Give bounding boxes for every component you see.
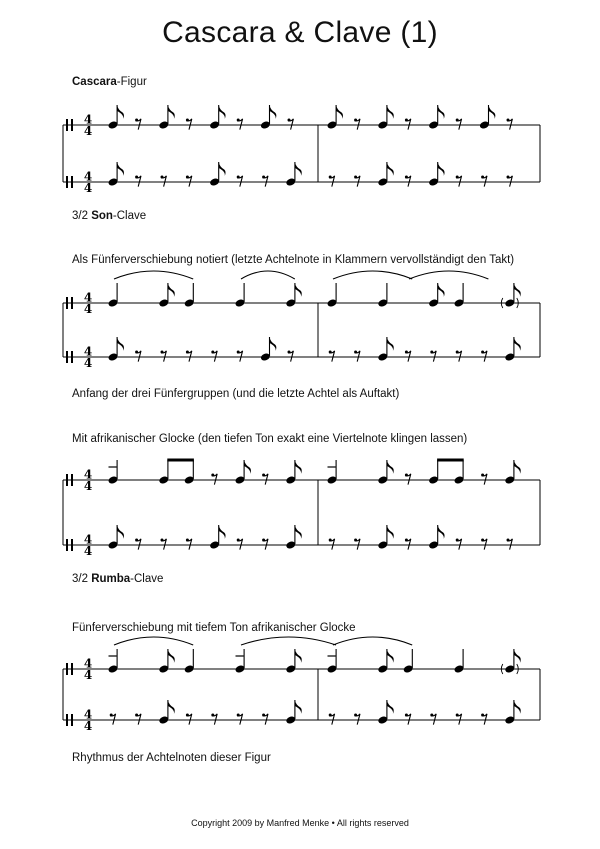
percussion-clef	[66, 297, 68, 309]
caption-son-prefix: 3/2	[72, 210, 92, 222]
slur	[241, 271, 295, 279]
time-signature-top: 4	[83, 344, 93, 359]
eighth-rest	[263, 714, 268, 725]
eighth-rest	[237, 539, 242, 550]
percussion-clef	[71, 539, 73, 551]
time-signature-bottom: 4	[83, 544, 93, 558]
slur	[241, 637, 336, 645]
note-flag	[295, 283, 302, 297]
eighth-rest	[329, 351, 334, 362]
caption-rumba-prefix: 3/2	[72, 573, 92, 585]
percussion-clef	[66, 663, 68, 675]
note-beam	[167, 459, 194, 462]
eighth-rest	[456, 351, 461, 362]
eighth-rest	[161, 539, 166, 550]
note-flag	[295, 525, 302, 539]
note-flag	[168, 283, 175, 297]
eighth-rest	[136, 351, 141, 362]
time-signature-top: 4	[83, 290, 93, 305]
eighth-rest	[136, 539, 141, 550]
eighth-rest	[288, 119, 293, 130]
time-signature-top: 4	[83, 656, 93, 671]
percussion-clef	[71, 663, 73, 675]
eighth-rest	[405, 539, 410, 550]
slur	[114, 637, 193, 645]
percussion-clef	[66, 474, 68, 486]
note-flag	[117, 162, 124, 176]
slur	[409, 271, 488, 279]
slur	[114, 271, 193, 279]
eighth-rest	[355, 351, 360, 362]
eighth-rest	[431, 714, 436, 725]
copyright: Copyright 2009 by Manfred Menke • All rights reserved	[191, 818, 409, 828]
note-flag	[514, 649, 521, 663]
eighth-rest	[212, 351, 217, 362]
eighth-rest	[456, 176, 461, 187]
note-flag	[514, 700, 521, 714]
eighth-rest	[136, 176, 141, 187]
eighth-rest	[186, 176, 191, 187]
eighth-rest	[136, 714, 141, 725]
eighth-rest	[405, 176, 410, 187]
eighth-rest	[161, 351, 166, 362]
time-signature-top: 4	[83, 467, 93, 482]
eighth-rest	[263, 539, 268, 550]
note-flag	[168, 105, 175, 119]
percussion-clef	[71, 119, 73, 131]
eighth-rest	[186, 539, 191, 550]
page-title: Cascara & Clave (1)	[162, 16, 438, 49]
eighth-rest	[482, 351, 487, 362]
eighth-rest	[186, 351, 191, 362]
caption-rhythmus: Rhythmus der Achtelnoten dieser Figur	[72, 752, 271, 764]
eighth-rest	[355, 119, 360, 130]
percussion-clef	[66, 351, 68, 363]
note-flag	[387, 525, 394, 539]
eighth-rest	[263, 176, 268, 187]
note-flag	[219, 162, 226, 176]
time-signature-bottom: 4	[83, 719, 93, 733]
percussion-clef	[71, 351, 73, 363]
caption-fuenfer-tief: Fünferverschiebung mit tiefem Ton afrikanischer Glocke	[72, 622, 356, 634]
eighth-rest	[237, 119, 242, 130]
percussion-clef	[66, 539, 68, 551]
eighth-rest	[186, 119, 191, 130]
eighth-rest	[456, 119, 461, 130]
eighth-rest	[456, 539, 461, 550]
note-flag	[387, 700, 394, 714]
caption-cascara-bold: Cascara	[72, 76, 117, 88]
percussion-clef	[71, 474, 73, 486]
eighth-rest	[355, 714, 360, 725]
note-beam	[437, 459, 464, 462]
note-flag	[117, 105, 124, 119]
slur	[333, 271, 412, 279]
eighth-rest	[405, 714, 410, 725]
eighth-rest	[405, 119, 410, 130]
percussion-clef	[66, 714, 68, 726]
eighth-rest	[212, 474, 217, 485]
note-flag	[117, 525, 124, 539]
note-flag	[168, 700, 175, 714]
caption-rumba-rest: -Clave	[130, 573, 164, 585]
percussion-clef	[66, 119, 68, 131]
eighth-rest	[507, 119, 512, 130]
eighth-rest	[355, 176, 360, 187]
percussion-clef	[66, 176, 68, 188]
eighth-rest	[482, 176, 487, 187]
caption-son-bold: Son	[91, 210, 113, 222]
note-flag	[244, 460, 251, 474]
note-flag	[438, 525, 445, 539]
eighth-rest	[405, 474, 410, 485]
eighth-rest	[482, 539, 487, 550]
eighth-rest	[431, 351, 436, 362]
note-flag	[336, 105, 343, 119]
eighth-rest	[482, 474, 487, 485]
caption-fuenferverschiebung: Als Fünferverschiebung notiert (letzte Achtelnote in Klammern vervollständigt den Takt)	[72, 254, 515, 266]
note-flag	[295, 700, 302, 714]
note-flag	[489, 105, 496, 119]
note-flag	[270, 337, 277, 351]
eighth-rest	[237, 714, 242, 725]
note-flag	[387, 649, 394, 663]
percussion-clef	[71, 176, 73, 188]
eighth-rest	[186, 714, 191, 725]
note-flag	[219, 105, 226, 119]
time-signature-bottom: 4	[83, 124, 93, 138]
caption-anfang: Anfang der drei Fünfergruppen (und die letzte Achtel als Auftakt)	[72, 388, 400, 400]
eighth-rest	[355, 539, 360, 550]
note-flag	[270, 105, 277, 119]
eighth-rest	[263, 474, 268, 485]
eighth-rest	[405, 351, 410, 362]
note-flag	[117, 337, 124, 351]
note-flag	[438, 283, 445, 297]
note-flag	[438, 162, 445, 176]
percussion-clef	[71, 297, 73, 309]
time-signature-bottom: 4	[83, 181, 93, 195]
slur	[333, 637, 412, 645]
note-flag	[295, 162, 302, 176]
eighth-rest	[329, 539, 334, 550]
eighth-rest	[456, 714, 461, 725]
note-flag	[514, 283, 521, 297]
note-flag	[387, 162, 394, 176]
note-flag	[438, 105, 445, 119]
caption-cascara-rest: -Figur	[116, 76, 147, 88]
time-signature-bottom: 4	[83, 302, 93, 316]
time-signature-top: 4	[83, 169, 93, 184]
note-flag	[514, 337, 521, 351]
note-flag	[219, 525, 226, 539]
time-signature-top: 4	[83, 112, 93, 127]
caption-rumba-bold: Rumba	[91, 573, 131, 585]
eighth-rest	[110, 714, 115, 725]
eighth-rest	[136, 119, 141, 130]
note-flag	[295, 649, 302, 663]
eighth-rest	[161, 176, 166, 187]
caption-glocke: Mit afrikanischer Glocke (den tiefen Ton exakt eine Viertelnote klingen lassen)	[72, 433, 468, 445]
time-signature-bottom: 4	[83, 356, 93, 370]
time-signature-top: 4	[83, 532, 93, 547]
percussion-clef	[71, 714, 73, 726]
note-flag	[514, 460, 521, 474]
note-flag	[168, 649, 175, 663]
time-signature-bottom: 4	[83, 668, 93, 682]
eighth-rest	[507, 539, 512, 550]
eighth-rest	[329, 176, 334, 187]
time-signature-bottom: 4	[83, 479, 93, 493]
note-flag	[387, 105, 394, 119]
eighth-rest	[482, 714, 487, 725]
eighth-rest	[237, 176, 242, 187]
note-flag	[387, 337, 394, 351]
eighth-rest	[237, 351, 242, 362]
caption-son-rest: -Clave	[112, 210, 147, 222]
note-flag	[295, 460, 302, 474]
eighth-rest	[212, 714, 217, 725]
time-signature-top: 4	[83, 707, 93, 722]
note-flag	[387, 460, 394, 474]
eighth-rest	[329, 714, 334, 725]
eighth-rest	[507, 176, 512, 187]
eighth-rest	[288, 351, 293, 362]
